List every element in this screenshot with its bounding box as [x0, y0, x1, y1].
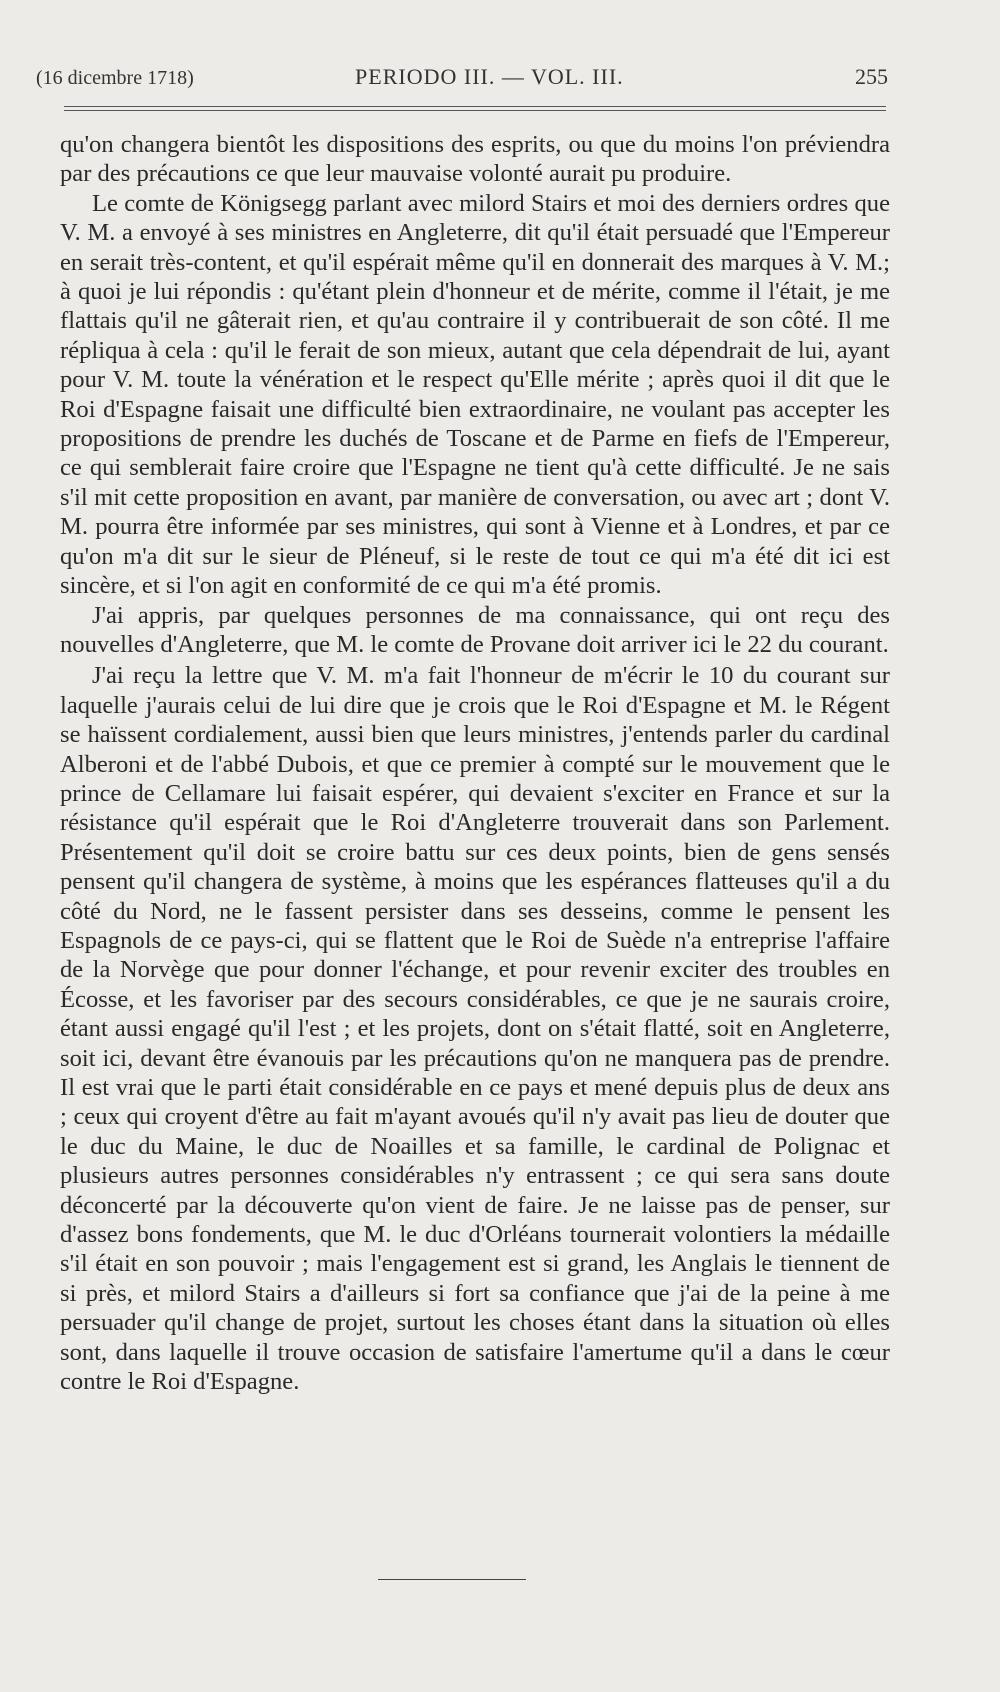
header-rule-thin — [64, 110, 886, 111]
paragraph: qu'on changera bientôt les dispositions des esprits, ou que du moins l'on préviendra par des précautions ce que leur mauvaise volonté aurait pu produire. — [60, 131, 890, 188]
page-header — [36, 64, 888, 96]
paragraph: J'ai reçu la lettre que V. M. m'a fait l'honneur de m'écrir le 10 du courant sur laquelle j'aurais celui de lui dire que je crois que le Roi d'Espagne et M. le Régent se haïssent cordialement, aussi bien que leurs ministres, j'entends parler du cardinal Alberoni et de l'abbé Dubois, et que ce premier à compté sur le mouvement que le prince de Cellamare lui faisait espérer, qui devaient s'exciter en France et sur la résistance qu'il espérait que le Roi d'Angleterre trouverait dans son Parlement. Présentement qu'il doit se croire battu sur ces deux points, bien de gens sensés pensent qu'il changera de système, à moins que les espérances flatteuses qu'il a du côté du Nord, ne le fassent persister dans ses desseins, comme le pensent les Espagnols de ce pays-ci, qui se flattent que le Roi de Suède n'a entreprise l'affaire de la Norvège que pour donner l'échange, et pour revenir exciter des troubles en Écosse, et les favoriser par des secours considérables, ce que je ne saurais croire, étant aussi engagé qu'il l'est ; et les projets, dont on s'était flatté, soit en Angleterre, soit ici, devant être évanouis par les précautions qu'on ne manquera pas de prendre. Il est vrai que le parti était considérable en ce pays et mené depuis plus de deux ans ; ceux qui croyent d'être au fait m'ayant avoués qu'il n'y avait pas lieu de douter que le duc du Maine, le duc de Noailles et sa famille, le cardinal de Polignac et plusieurs autres personnes considérables n'y entrassent ; ce qui sera sans doute déconcerté par la découverte qu'on vient de faire. Je ne laisse pas de penser, sur d'assez bons fondements, que M. le duc d'Orléans tournerait volontiers la médaille s'il était en son pouvoir ; mais l'engagement est si grand, les Anglais le tiennent de si près, et milord Stairs a d'ailleurs si fort sa confiance que j'ai de la peine à me persuader qu'il change de projet, surtout les choses étant dans la situation où elles sont, dans laquelle il trouve occasion de satisfaire l'amertume qu'il a dans le cœur contre le Roi d'Espagne. — [60, 662, 890, 1396]
header-title: PERIODO III. — VOL. III. — [355, 64, 624, 89]
header-rule — [64, 106, 886, 107]
header-date: (16 dicembre 1718) — [36, 67, 194, 89]
end-rule — [378, 1579, 526, 1580]
body-text — [60, 130, 890, 1396]
paragraph: Le comte de Königsegg parlant avec milord Stairs et moi des derniers ordres que V. M. a envoyé à ses ministres en Angleterre, dit qu'il était persuadé que l'Empereur en serait très-content, et qu'il espérait même qu'il en donnerait des marques à V. M.; à quoi je lui répondis : qu'étant plein d'honneur et de mérite, comme il l'était, je me flattais qu'il ne gâterait rien, et qu'au contraire il y contribuerait de son côté. Il me répliqua à cela : qu'il le ferait de son mieux, autant que cela dépendrait de lui, ayant pour V. M. toute la vénération et le respect qu'Elle mérite ; après quoi il dit que le Roi d'Espagne faisait une difficulté bien extraordinaire, ne voulant pas accepter les propositions de prendre les duchés de Toscane et de Parme en fiefs de l'Empereur, ce qui semblerait faire croire que l'Espagne ne tient qu'à cette difficulté. Je ne sais s'il mit cette proposition en avant, par manière de conversation, ou avec art ; dont V. M. pourra être informée par ses ministres, qui sont à Vienne et à Londres, et par ce qu'on m'a dit sur le sieur de Pléneuf, si le reste de tout ce qui m'a été dit ici est sincère, et si l'on agit en conformité de ce qui m'a été promis. — [60, 189, 890, 600]
page-number: 255 — [854, 64, 888, 89]
paragraph: J'ai appris, par quelques personnes de ma connaissance, qui ont reçu des nouvelles d'Angleterre, que M. le comte de Provane doit arriver ici le 22 du courant. — [60, 601, 890, 658]
